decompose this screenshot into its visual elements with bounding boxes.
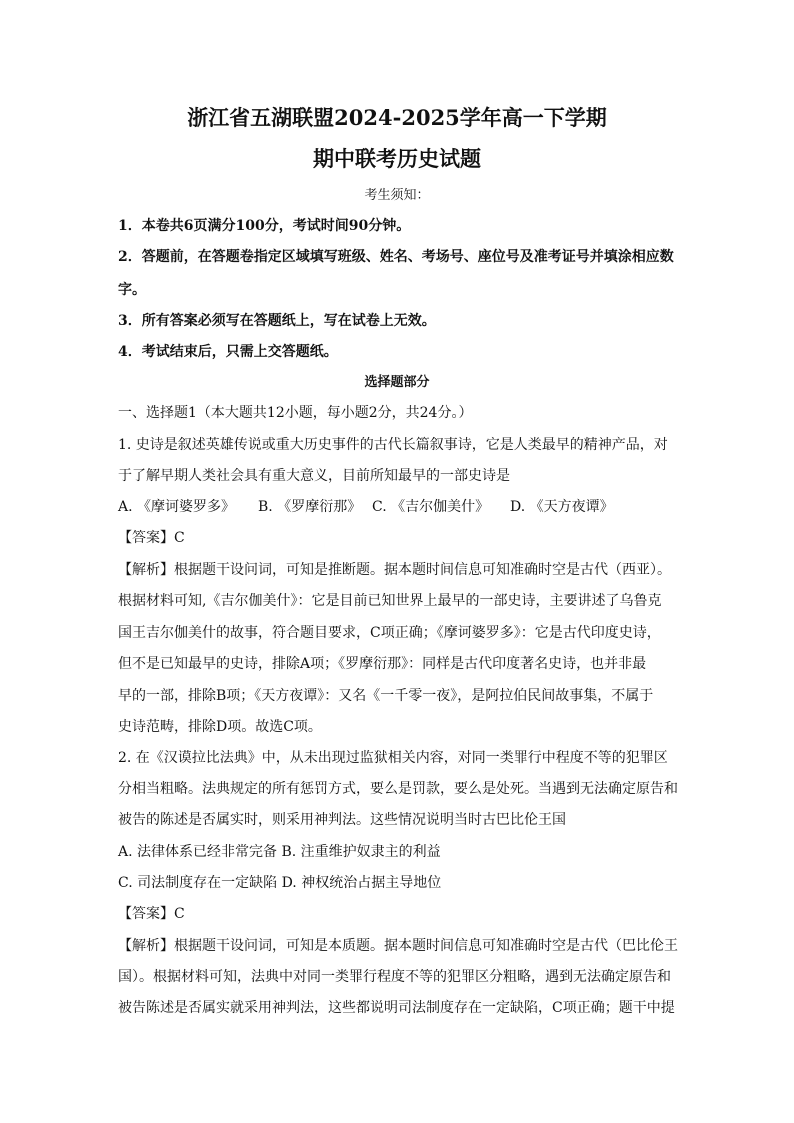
notice-item: 3．所有答案必须写在答题纸上，写在试卷上无效。 [118,313,436,329]
notice-item: 1．本卷共6页满分100分，考试时间90分钟。 [118,218,411,234]
question-1-stem: 于了解早期人类社会具有重大意义，目前所知最早的一部史诗是 [118,468,510,484]
question-1-analysis: 根据材料可知,《吉尔伽美什》：它是目前已知世界上最早的一部史诗，主要讲述了乌鲁克 [118,593,662,609]
notice-item-continued: 字。 [118,282,146,298]
section-heading: 选择题部分 [364,375,430,390]
question-1-analysis: 国王吉尔伽美什的故事，符合题目要求，C项正确；《摩诃婆罗多》：它是古代印度史诗， [118,625,661,641]
question-1-answer: 【答案】C [118,530,185,546]
section-subheading: 一、选择题1（本大题共12小题，每小题2分，共24分。） [118,405,473,421]
notice-heading: 考生须知： [364,188,430,203]
question-2-analysis: 国）。根据材料可知，法典中对同一类罪行程度不等的犯罪区分粗略，遇到无法确定原告和 [118,969,671,985]
question-2-stem: 2. 在《汉谟拉比法典》中，从未出现过监狱相关内容，对同一类罪行中程度不等的犯罪区 [118,750,668,766]
question-1-analysis: 【解析】根据题干设问词，可知是推断题。据本题时间信息可知准确时空是古代（西亚）。 [118,562,671,578]
question-1-option-c: C. 《吉尔伽美什》 [372,499,490,515]
question-1-analysis: 史诗范畴，排除D项。故选C项。 [118,719,322,735]
notice-item: 2．答题前，在答题卷指定区域填写班级、姓名、考场号、座位号及准考证号并填涂相应数 [118,249,674,265]
question-1-option-a: A. 《摩诃婆罗多》 [118,499,236,515]
question-2-analysis: 【解析】根据题干设问词，可知是本质题。据本题时间信息可知准确时空是古代（巴比伦王 [118,938,678,954]
question-1-analysis: 早的一部，排除B项；《天方夜谭》：又名《一千零一夜》，是阿拉伯民间故事集，不属于 [118,688,654,704]
notice-item: 4．考试结束后，只需上交答题纸。 [118,344,338,360]
question-1-analysis: 但不是已知最早的史诗，排除A项；《罗摩衍那》：同样是古代印度著名史诗，也并非最 [118,656,647,672]
question-2-stem: 分相当粗略。法典规定的所有惩罚方式，要么是罚款，要么是处死。当遇到无法确定原告和 [118,781,678,797]
question-2-options-row: A. 法律体系已经非常完备 B. 注重维护奴隶主的利益 [118,844,441,860]
question-1-stem: 1. 史诗是叙述英雄传说或重大历史事件的古代长篇叙事诗，它是人类最早的精神产品，对 [118,437,668,453]
question-2-answer: 【答案】C [118,906,185,922]
page-subtitle: 期中联考历史试题 [313,146,481,171]
page-title: 浙江省五湖联盟2024-2025学年高一下学期 [187,105,607,130]
question-2-analysis: 被告陈述是否属实就采用神判法，这些都说明司法制度存在一定缺陷，C项正确；题干中提 [118,1000,675,1016]
question-2-stem: 被告的陈述是否属实时，则采用神判法。这些情况说明当时古巴比伦王国 [118,812,566,828]
question-1-option-d: D. 《天方夜谭》 [510,499,614,515]
question-1-option-b: B. 《罗摩衍那》 [258,499,362,515]
question-2-options-row: C. 司法制度存在一定缺陷 D. 神权统治占据主导地位 [118,875,442,891]
